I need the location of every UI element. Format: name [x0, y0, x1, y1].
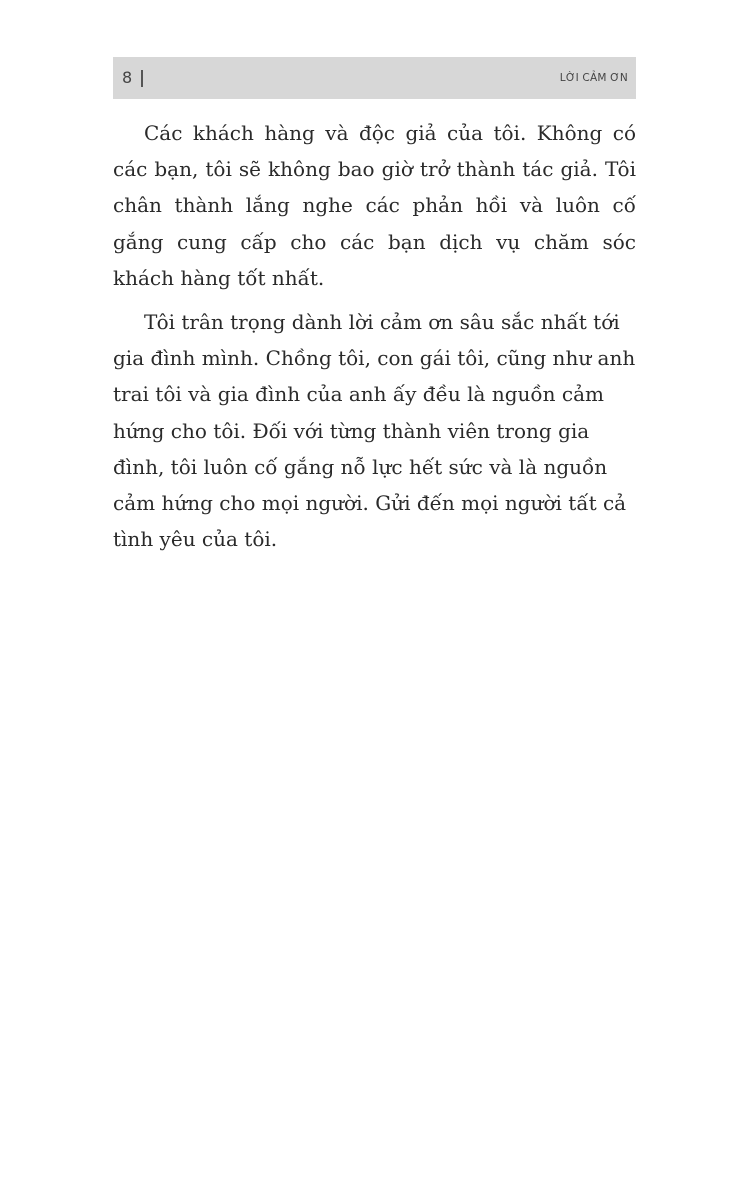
body-paragraph-1: Các khách hàng và độc giả của tôi. Không có các bạn, tôi sẽ không bao giờ trở thành tác giả. Tôi chân thành lắng nghe các phản hồi và luôn cố gắng cung cấp cho các bạn dịch vụ chăm sóc khách hàng tốt nhất. [113, 121, 636, 290]
header-divider [141, 70, 143, 87]
page-body [113, 115, 636, 565]
running-title: LỜI CẢM ƠN [559, 72, 628, 84]
header-left-group [122, 70, 143, 87]
page-header [113, 57, 636, 99]
body-paragraph-2: Tôi trân trọng dành lời cảm ơn sâu sắc nhất tới gia đình mình. Chồng tôi, con gái tôi, cũng như anh trai tôi và gia đình của anh ấy đều là nguồn cảm hứng cho tôi. Đối với từng thành viên trong gia đình, tôi luôn cố gắng nỗ lực hết sức và là nguồn cảm hứng cho mọi người. Gửi đến mọi người tất cả tình yêu của tôi. [113, 310, 636, 552]
page-number: 8 [122, 68, 133, 87]
